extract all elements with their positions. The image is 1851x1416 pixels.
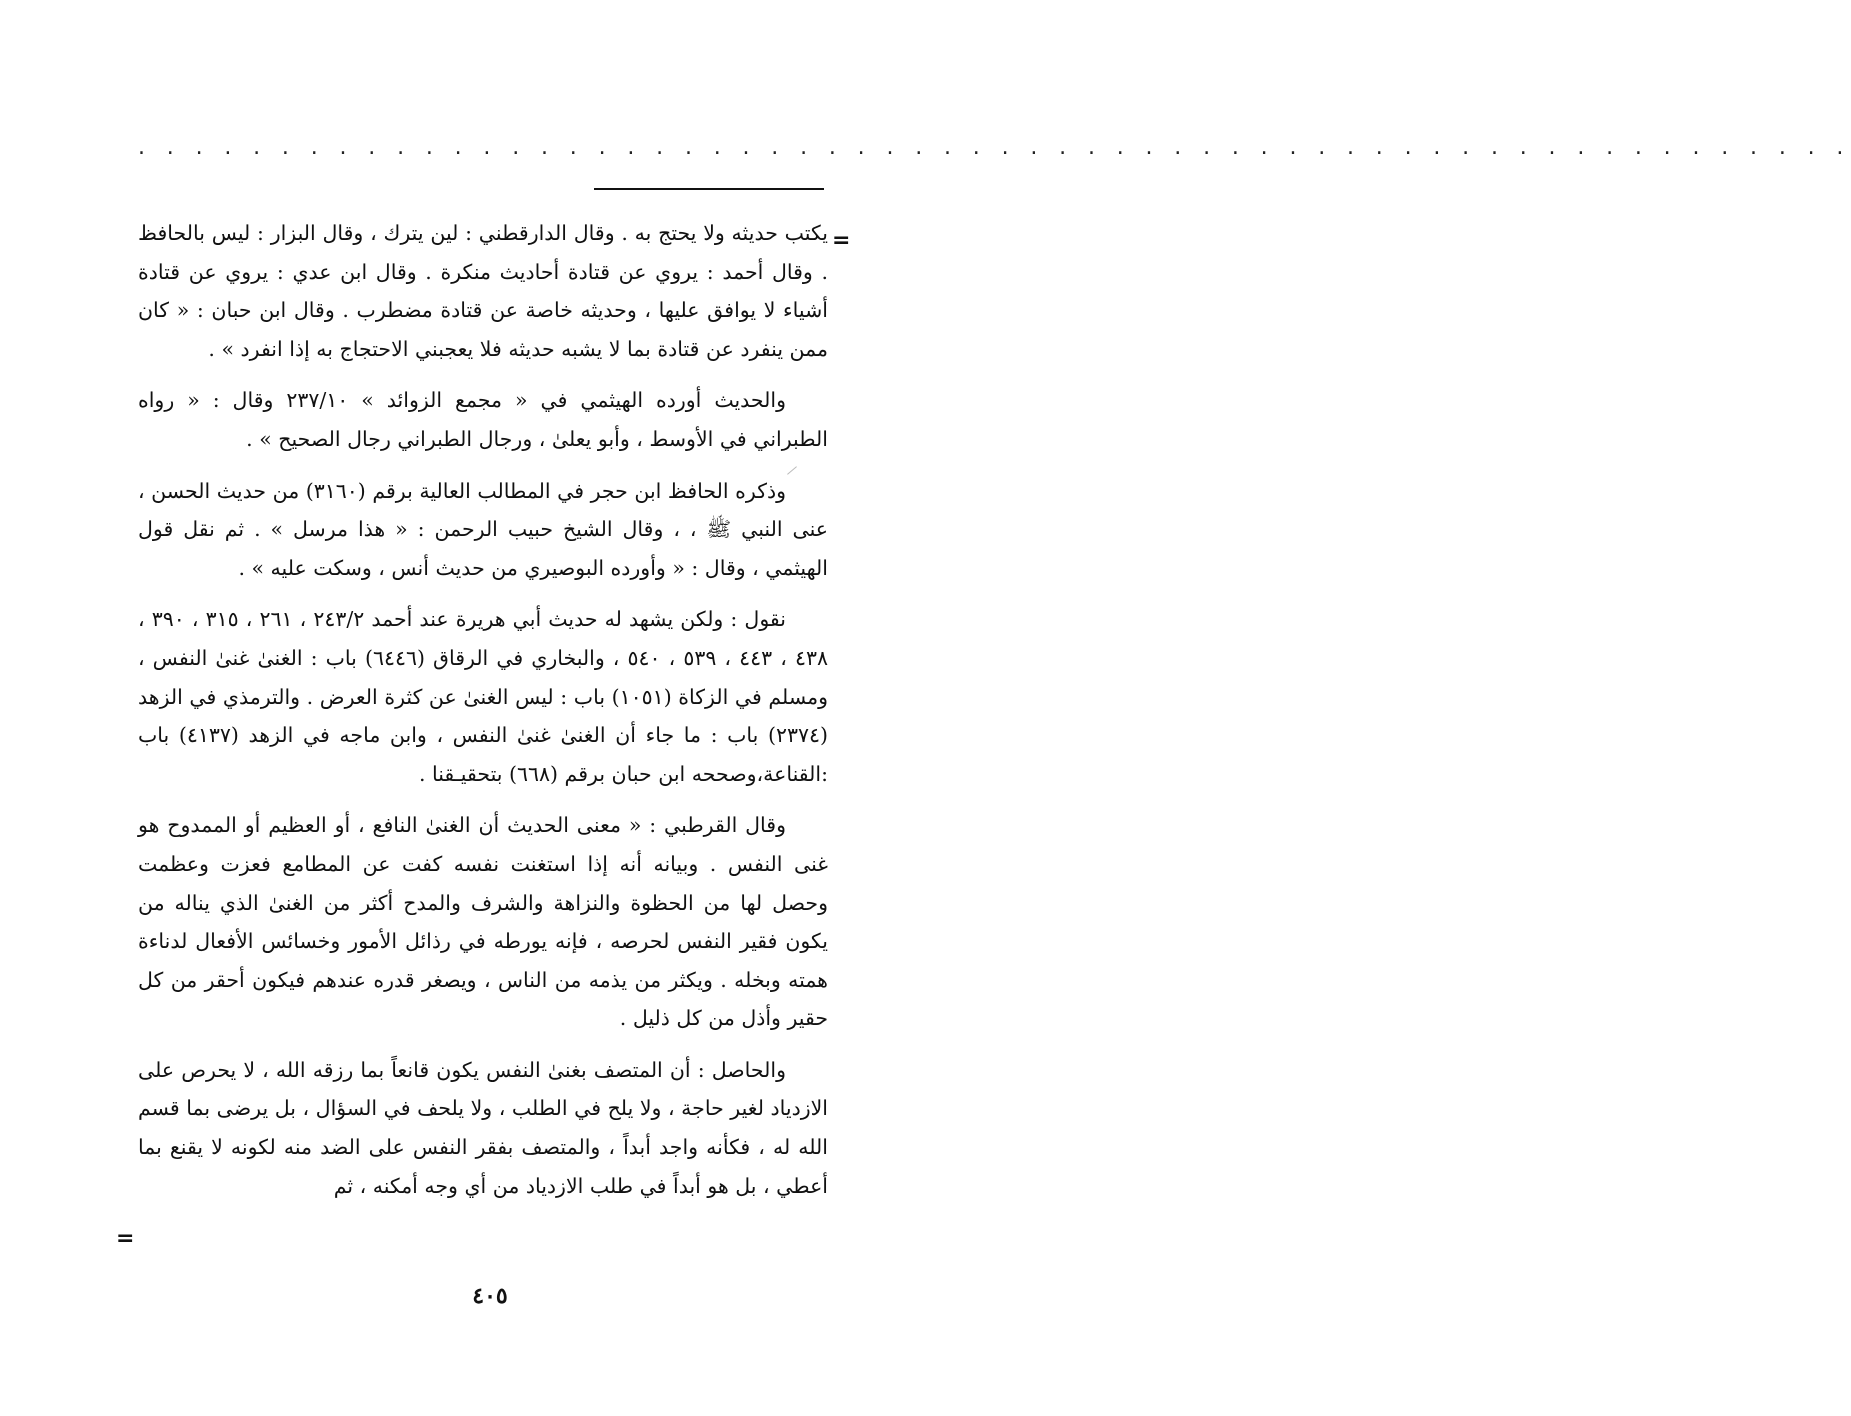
- continuation-mark-end: =: [116, 1226, 135, 1251]
- page-number: ٤٠٥: [472, 1283, 508, 1309]
- top-dotted-separator: . . . . . . . . . . . . . . . . . . . . . . . . . . . . . . . . . . . . . . . . . . . . . . . . . . . . . . . . . . . .: [138, 135, 1851, 160]
- paragraph: [138, 1051, 828, 1205]
- text-line: العرض . والترمذي في الزهد (٢٣٧٤) باب : ما جاء أن الغنىٰ غنىٰ النفس ،: [138, 684, 828, 748]
- text-line: هو غنى النفس . وبيانه أنه إذا استغنت نفسه كفت عن المطامع فعزت وعظمت: [138, 813, 828, 876]
- paragraph: [138, 806, 828, 1038]
- text-line: بالحافظ . وقال أحمد : يروي عن قتادة أحاديث منكرة . وقال ابن عدي : يروي: [138, 221, 828, 284]
- text-line: همته وبخله . ويكثر من يذمه من الناس ، ويصغر قدره عندهم فيكون أحقر من: [170, 967, 828, 992]
- text-line: باب : الغنىٰ غنىٰ النفس ، ومسلم في الزكاة (١٠٥١) باب : ليس الغنىٰ عن كثرة: [138, 645, 828, 709]
- text-line: بتحقيـقنا .: [418, 761, 503, 786]
- text-line: يكون فقير النفس لحرصه ، فإنه يورطه في رذائل الأمور وخسائس الأفعال لدناءة: [138, 929, 828, 954]
- text-line: وقال القرطبي : « معنى الحديث أن الغنىٰ النافع ، أو العظيم أو الممدوح: [167, 813, 786, 838]
- text-line: والحديث أورده الهيثمي في « مجمع الزوائد » ٢٣٧/١٠ وقال : « رواه: [138, 388, 786, 413]
- footnote-text: [138, 214, 828, 1205]
- text-line: يكتب حديثه ولا يحتج به . وقال الدارقطني : لين يترك ، وقال البزار : ليس: [211, 221, 828, 245]
- text-line: الطبراني في الأوسط ، وأبو يعلىٰ ، ورجال الطبراني رجال الصحيح » .: [246, 426, 828, 451]
- paragraph: [138, 472, 828, 588]
- text-line: لكونه لا يقنع بما أعطي ، بل هو أبداً في طلب الازدياد من أي وجه أمكنه ، ثم: [138, 1135, 828, 1198]
- text-line: وابن ماجه في الزهد (٤١٣٧) باب :القناعة،وصححه ابن حبان برقم (٦٦٨): [138, 723, 828, 786]
- continuation-mark-start: =: [832, 228, 851, 253]
- paragraph: [138, 600, 828, 793]
- text-line: وحصل لها من الحظوة والنزاهة والشرف والمدح أكثر من الغنىٰ الذي يناله من: [138, 890, 828, 915]
- footnote-rule: [594, 188, 824, 190]
- text-line: يرضى بما قسم الله له ، فكأنه واجد أبداً ، والمتصف بفقر النفس على الضد منه: [138, 1096, 829, 1160]
- paragraph: [138, 381, 828, 458]
- text-line: نقول : ولكن يشهد له حديث أبي هريرة عند أحمد ٢٤٣/٢ ، ٢٦١ ،: [245, 607, 786, 632]
- text-line: كل حقير وأذل من كل ذليل .: [138, 967, 828, 1031]
- text-line: وذكره الحافظ ابن حجر في المطالب العالية برقم (٣١٦٠) من حديث: [216, 478, 786, 503]
- text-line: والحاصل : أن المتصف بغنىٰ النفس يكون قانعاً بما رزقه الله ، لا يحرص: [181, 1057, 786, 1082]
- text-line: حبان : « كان ممن ينفرد عن قتادة بما لا يشبه حديثه فلا يعجبني الاحتجاج به إذا: [138, 298, 828, 361]
- text-line: الحسن ، عنى النبي ﷺ ، ، وقال الشيخ حبيب الرحمن : « هذا مرسل » . ثم: [138, 478, 828, 542]
- paragraph: [138, 214, 828, 368]
- text-line: على الازدياد لغير حاجة ، ولا يلح في الطلب ، ولا يلحف في السؤال ، بل: [138, 1057, 828, 1121]
- text-line: نقل قول الهيثمي ، وقال : « وأورده البوصيري من حديث أنس ، وسكت عليه » .: [138, 517, 828, 580]
- text-line: عن قتادة أشياء لا يوافق عليها ، وحديثه خاصة عن قتادة مضطرب . وقال ابن: [138, 259, 828, 323]
- text-line: ٣١٥ ، ٣٩٠ ، ٤٣٨ ، ٤٤٣ ، ٥٣٩ ، ٥٤٠ ، والبخاري في الرقاق (٦٤٤٦): [138, 607, 828, 670]
- text-line: انفرد » .: [208, 336, 283, 361]
